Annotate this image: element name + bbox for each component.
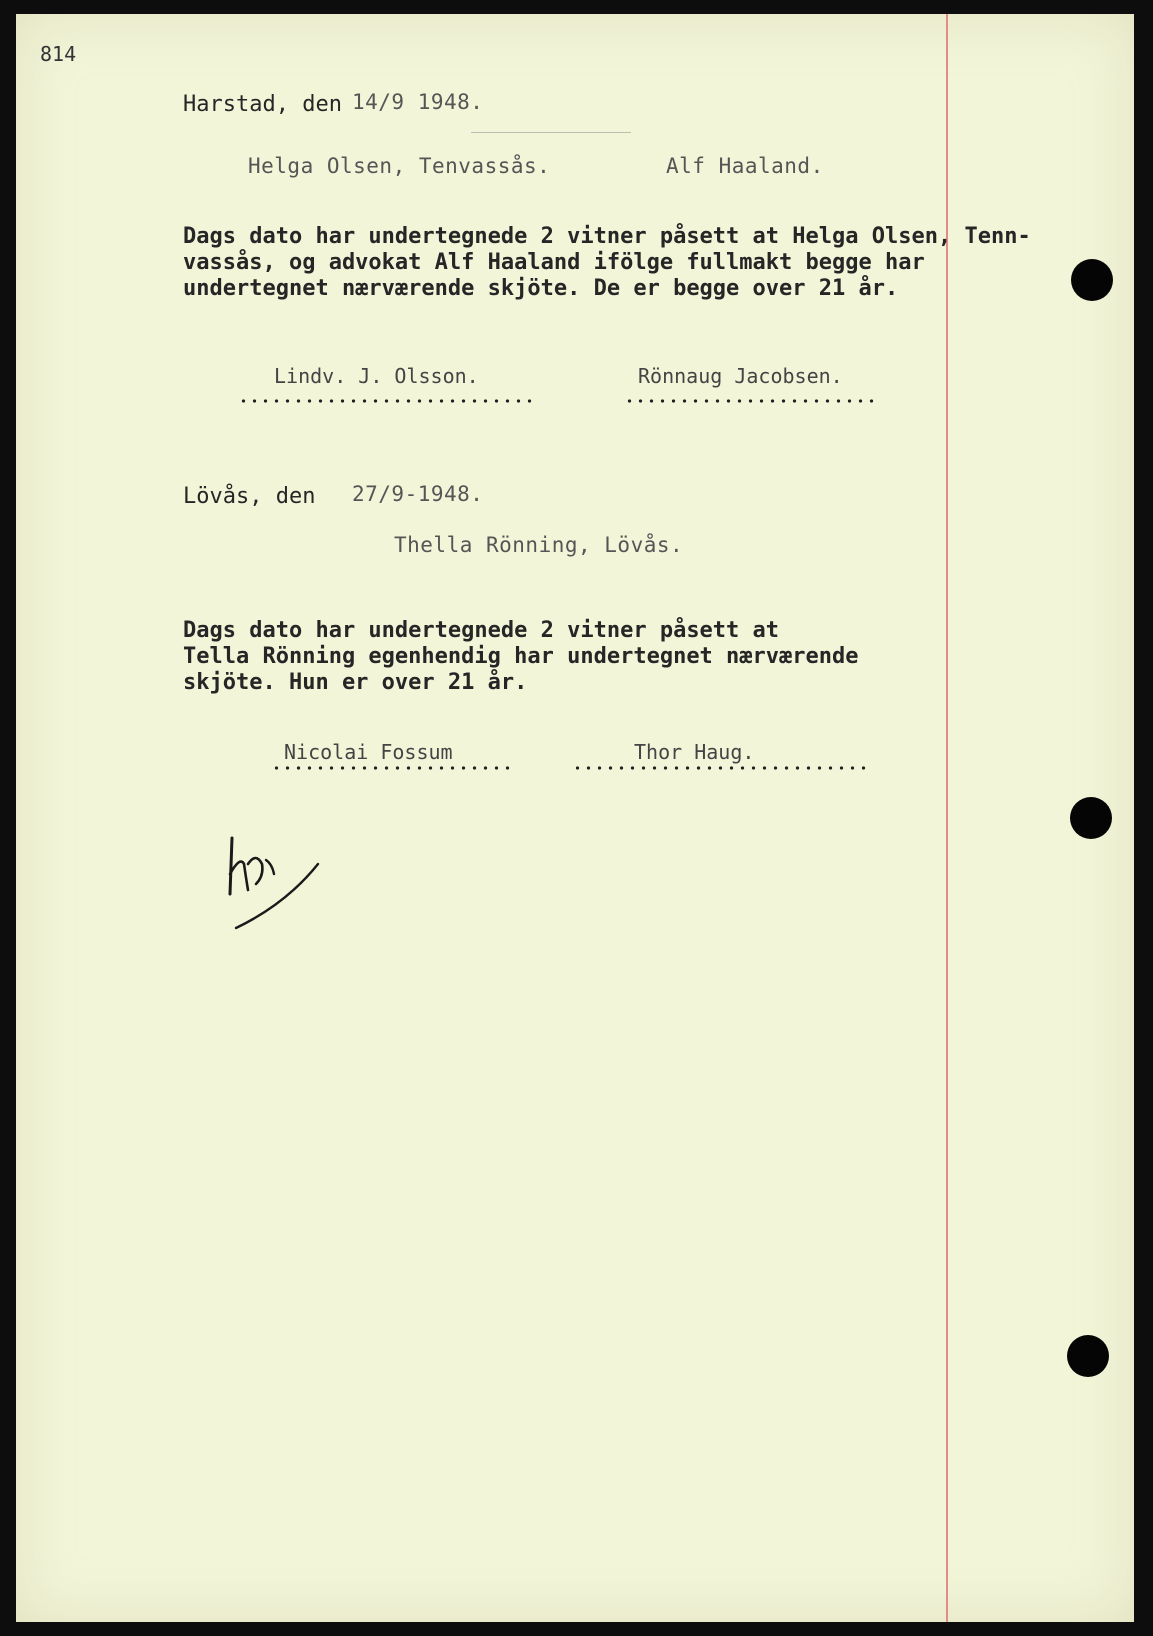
- entry1-body-line2: vassås, og advokat Alf Haaland ifölge fullmakt begge har: [183, 250, 925, 275]
- entry1-body-line1: Dags dato har undertegnede 2 vitner påsett at Helga Olsen, Tenn-: [183, 224, 1031, 249]
- entry2-witness-right: Thor Haug.: [634, 740, 755, 764]
- entry1-body-line3: undertegnet nærværende skjöte. De er begge over 21 år.: [183, 276, 899, 301]
- entry2-body-line2: Tella Rönning egenhendig har undertegnet nærværende: [183, 644, 859, 669]
- document-page: [16, 14, 1134, 1622]
- signature-line: [572, 766, 872, 770]
- signature-line: [624, 399, 874, 403]
- binder-hole: [1071, 259, 1113, 301]
- entry1-place-date: Harstad, den: [183, 92, 342, 117]
- divider: [471, 132, 631, 133]
- margin-rule: [946, 14, 948, 1622]
- signature-line: [271, 766, 511, 770]
- handwritten-initials: [226, 834, 336, 934]
- entry1-date-stamp: 14/9 1948.: [352, 90, 484, 114]
- binder-hole: [1070, 797, 1112, 839]
- entry2-place-date: Lövås, den: [183, 484, 316, 509]
- entry1-parties-right: Alf Haaland.: [666, 154, 824, 178]
- entry2-body-line3: skjöte. Hun er over 21 år.: [183, 670, 528, 695]
- entry2-body-line1: Dags dato har undertegnede 2 vitner påsett at: [183, 618, 780, 643]
- entry2-party: Thella Rönning, Lövås.: [394, 533, 684, 557]
- signature-line: [238, 399, 538, 403]
- entry2-date-stamp: 27/9-1948.: [352, 482, 484, 506]
- entry1-witness-left: Lindv. J. Olsson.: [274, 364, 479, 388]
- entry1-witness-right: Rönnaug Jacobsen.: [638, 364, 843, 388]
- binder-hole: [1067, 1335, 1109, 1377]
- page-number: 814: [40, 42, 77, 66]
- entry2-witness-left: Nicolai Fossum: [284, 740, 453, 764]
- entry1-parties-left: Helga Olsen, Tenvassås.: [248, 154, 551, 178]
